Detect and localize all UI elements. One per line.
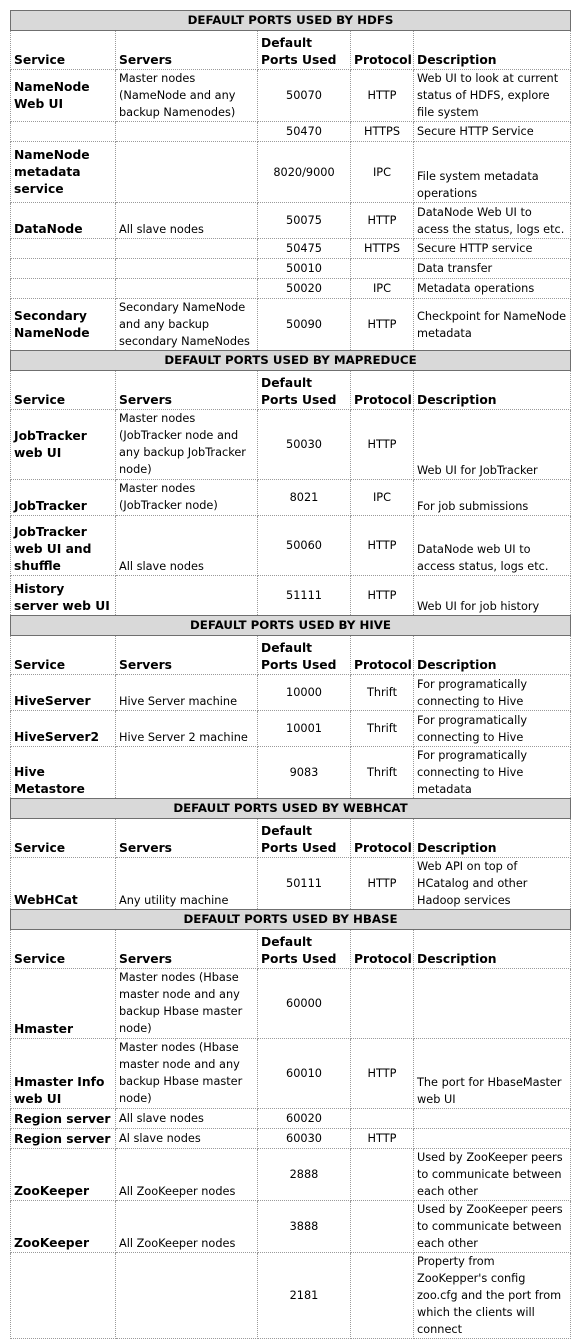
section-title: DEFAULT PORTS USED BY HBASE [11, 910, 571, 930]
service-cell: NameNode metadata service [11, 142, 116, 203]
description-cell [414, 1109, 571, 1129]
port-cell: 50111 [258, 858, 351, 910]
protocol-cell: IPC [351, 279, 414, 299]
protocol-cell: Thrift [351, 747, 414, 799]
section-header-hdfs [11, 11, 571, 31]
col-header-description: Description [414, 31, 571, 70]
service-cell: JobTracker web UI [11, 410, 116, 480]
column-header-row [11, 819, 571, 858]
service-cell: History server web UI [11, 576, 116, 616]
port-cell: 2181 [258, 1253, 351, 1339]
table-row [11, 1149, 571, 1201]
port-cell: 3888 [258, 1201, 351, 1253]
section-header-webhcat [11, 799, 571, 819]
servers-cell: All ZooKeeper nodes [116, 1149, 258, 1201]
description-cell: Metadata operations [414, 279, 571, 299]
col-header-protocol: Protocol [351, 31, 414, 70]
servers-cell: Master nodes (Hbase master node and any backup Hbase master node) [116, 969, 258, 1039]
col-header-service: Service [11, 636, 116, 675]
description-cell: Secure HTTP service [414, 239, 571, 259]
protocol-cell: Thrift [351, 675, 414, 711]
description-cell [414, 1129, 571, 1149]
description-cell: Property from ZooKepper's config zoo.cfg and the port from which the clients will connect [414, 1253, 571, 1339]
table-row [11, 516, 571, 576]
column-header-row [11, 930, 571, 969]
port-cell: 60030 [258, 1129, 351, 1149]
protocol-cell: HTTPS [351, 122, 414, 142]
service-cell: NameNode Web UI [11, 70, 116, 122]
servers-cell [116, 239, 258, 259]
servers-cell: Any utility machine [116, 858, 258, 910]
service-cell: DataNode [11, 203, 116, 239]
table-row [11, 711, 571, 747]
servers-cell: Hive Server 2 machine [116, 711, 258, 747]
protocol-cell: HTTP [351, 576, 414, 616]
port-cell: 51111 [258, 576, 351, 616]
service-cell: Hmaster Info web UI [11, 1039, 116, 1109]
table-row [11, 299, 571, 351]
description-cell: Web UI for job history [414, 576, 571, 616]
col-header-service: Service [11, 371, 116, 410]
description-cell: Used by ZooKeeper peers to communicate between each other [414, 1149, 571, 1201]
col-header-protocol: Protocol [351, 371, 414, 410]
servers-cell [116, 122, 258, 142]
service-cell [11, 239, 116, 259]
service-cell: HiveServer2 [11, 711, 116, 747]
col-header-description: Description [414, 819, 571, 858]
description-cell: DataNode Web UI to acess the status, logs etc. [414, 203, 571, 239]
ports-table-body [11, 11, 571, 1339]
service-cell [11, 122, 116, 142]
port-cell: 50070 [258, 70, 351, 122]
service-cell: Hmaster [11, 969, 116, 1039]
table-row [11, 576, 571, 616]
servers-cell: All slave nodes [116, 1109, 258, 1129]
port-cell: 50030 [258, 410, 351, 480]
service-cell [11, 279, 116, 299]
protocol-cell: HTTP [351, 70, 414, 122]
section-title: DEFAULT PORTS USED BY MAPREDUCE [11, 351, 571, 371]
description-cell: Web UI for JobTracker [414, 410, 571, 480]
servers-cell [116, 576, 258, 616]
service-cell: HiveServer [11, 675, 116, 711]
col-header-protocol: Protocol [351, 636, 414, 675]
port-cell: 50075 [258, 203, 351, 239]
servers-cell: Secondary NameNode and any backup secondary NameNodes [116, 299, 258, 351]
table-row [11, 122, 571, 142]
section-header-hive [11, 616, 571, 636]
port-cell: 60010 [258, 1039, 351, 1109]
ports-table [10, 10, 571, 1339]
port-cell: 8020/9000 [258, 142, 351, 203]
protocol-cell [351, 1109, 414, 1129]
col-header-ports: Default Ports Used [258, 930, 351, 969]
column-header-row [11, 636, 571, 675]
port-cell: 60020 [258, 1109, 351, 1129]
table-row [11, 1109, 571, 1129]
service-cell [11, 1253, 116, 1339]
col-header-servers: Servers [116, 930, 258, 969]
servers-cell: All slave nodes [116, 516, 258, 576]
col-header-protocol: Protocol [351, 930, 414, 969]
protocol-cell [351, 259, 414, 279]
col-header-service: Service [11, 930, 116, 969]
table-row [11, 410, 571, 480]
col-header-servers: Servers [116, 636, 258, 675]
servers-cell [116, 747, 258, 799]
servers-cell: Master nodes (JobTracker node and any backup JobTracker node) [116, 410, 258, 480]
section-title: DEFAULT PORTS USED BY WEBHCAT [11, 799, 571, 819]
table-row [11, 70, 571, 122]
servers-cell: Master nodes (NameNode and any backup Namenodes) [116, 70, 258, 122]
port-cell: 8021 [258, 480, 351, 516]
description-cell: Web UI to look at current status of HDFS, explore file system [414, 70, 571, 122]
col-header-ports: Default Ports Used [258, 31, 351, 70]
protocol-cell [351, 1149, 414, 1201]
col-header-service: Service [11, 31, 116, 70]
protocol-cell: HTTPS [351, 239, 414, 259]
port-cell: 50020 [258, 279, 351, 299]
description-cell: Web API on top of HCatalog and other Hadoop services [414, 858, 571, 910]
table-row [11, 969, 571, 1039]
protocol-cell [351, 1253, 414, 1339]
service-cell: Region server [11, 1109, 116, 1129]
col-header-ports: Default Ports Used [258, 371, 351, 410]
table-row [11, 675, 571, 711]
service-cell: Secondary NameNode [11, 299, 116, 351]
description-cell: For job submissions [414, 480, 571, 516]
table-row [11, 203, 571, 239]
description-cell: For programatically connecting to Hive metadata [414, 747, 571, 799]
col-header-servers: Servers [116, 819, 258, 858]
table-row [11, 239, 571, 259]
service-cell: Hive Metastore [11, 747, 116, 799]
port-cell: 2888 [258, 1149, 351, 1201]
service-cell: Region server [11, 1129, 116, 1149]
servers-cell [116, 142, 258, 203]
table-row [11, 1201, 571, 1253]
servers-cell: Master nodes (Hbase master node and any backup Hbase master node) [116, 1039, 258, 1109]
table-row [11, 259, 571, 279]
section-header-hbase [11, 910, 571, 930]
col-header-protocol: Protocol [351, 819, 414, 858]
protocol-cell: HTTP [351, 203, 414, 239]
protocol-cell: IPC [351, 480, 414, 516]
servers-cell: Al slave nodes [116, 1129, 258, 1149]
description-cell: Data transfer [414, 259, 571, 279]
servers-cell: Hive Server machine [116, 675, 258, 711]
col-header-service: Service [11, 819, 116, 858]
protocol-cell: HTTP [351, 299, 414, 351]
description-cell: Checkpoint for NameNode metadata [414, 299, 571, 351]
service-cell: ZooKeeper [11, 1201, 116, 1253]
port-cell: 10000 [258, 675, 351, 711]
table-row [11, 480, 571, 516]
port-cell: 50010 [258, 259, 351, 279]
protocol-cell: HTTP [351, 516, 414, 576]
servers-cell [116, 259, 258, 279]
port-cell: 9083 [258, 747, 351, 799]
servers-cell: All ZooKeeper nodes [116, 1201, 258, 1253]
protocol-cell: Thrift [351, 711, 414, 747]
service-cell [11, 259, 116, 279]
port-cell: 60000 [258, 969, 351, 1039]
description-cell: DataNode web UI to access status, logs etc. [414, 516, 571, 576]
protocol-cell [351, 969, 414, 1039]
protocol-cell: IPC [351, 142, 414, 203]
description-cell: Secure HTTP Service [414, 122, 571, 142]
table-row [11, 1129, 571, 1149]
servers-cell [116, 1253, 258, 1339]
service-cell: ZooKeeper [11, 1149, 116, 1201]
column-header-row [11, 31, 571, 70]
description-cell: For programatically connecting to Hive [414, 711, 571, 747]
service-cell: WebHCat [11, 858, 116, 910]
service-cell: JobTracker web UI and shuffle [11, 516, 116, 576]
port-cell: 50475 [258, 239, 351, 259]
description-cell: The port for HbaseMaster web UI [414, 1039, 571, 1109]
col-header-servers: Servers [116, 371, 258, 410]
col-header-description: Description [414, 930, 571, 969]
protocol-cell: HTTP [351, 410, 414, 480]
protocol-cell: HTTP [351, 1039, 414, 1109]
description-cell: Used by ZooKeeper peers to communicate between each other [414, 1201, 571, 1253]
description-cell [414, 969, 571, 1039]
col-header-servers: Servers [116, 31, 258, 70]
section-title: DEFAULT PORTS USED BY HIVE [11, 616, 571, 636]
description-cell: File system metadata operations [414, 142, 571, 203]
port-cell: 50470 [258, 122, 351, 142]
section-title: DEFAULT PORTS USED BY HDFS [11, 11, 571, 31]
port-cell: 10001 [258, 711, 351, 747]
port-cell: 50090 [258, 299, 351, 351]
table-row [11, 279, 571, 299]
service-cell: JobTracker [11, 480, 116, 516]
protocol-cell: HTTP [351, 1129, 414, 1149]
servers-cell: Master nodes (JobTracker node) [116, 480, 258, 516]
table-row [11, 747, 571, 799]
table-row [11, 1039, 571, 1109]
description-cell: For programatically connecting to Hive [414, 675, 571, 711]
table-row [11, 142, 571, 203]
column-header-row [11, 371, 571, 410]
col-header-ports: Default Ports Used [258, 819, 351, 858]
col-header-description: Description [414, 371, 571, 410]
protocol-cell: HTTP [351, 858, 414, 910]
col-header-description: Description [414, 636, 571, 675]
table-row [11, 1253, 571, 1339]
protocol-cell [351, 1201, 414, 1253]
section-header-mapreduce [11, 351, 571, 371]
table-row [11, 858, 571, 910]
col-header-ports: Default Ports Used [258, 636, 351, 675]
port-cell: 50060 [258, 516, 351, 576]
servers-cell [116, 279, 258, 299]
servers-cell: All slave nodes [116, 203, 258, 239]
